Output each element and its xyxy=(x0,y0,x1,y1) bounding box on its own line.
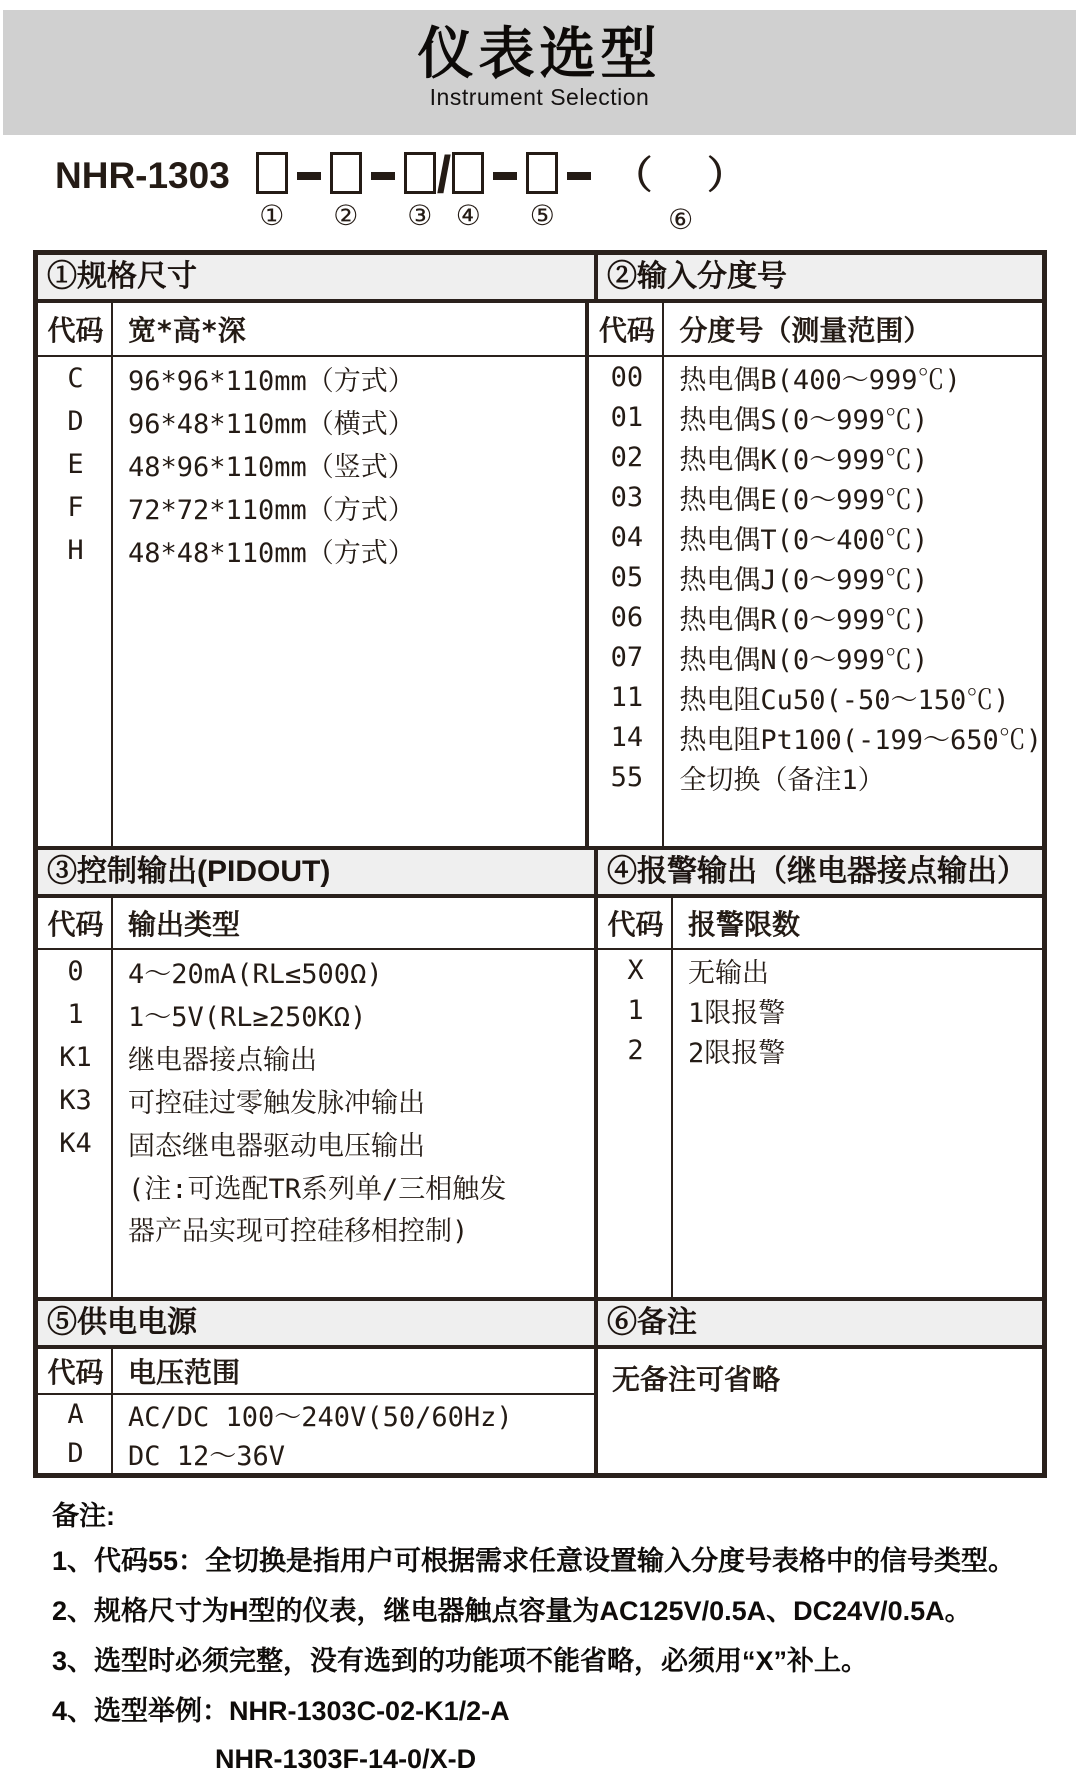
section-band-3-4 xyxy=(38,850,1042,898)
table-row: E 48*96*110mm（竖式） xyxy=(67,449,415,483)
table-row: 01 热电偶S(0～999℃) xyxy=(610,401,929,436)
table-row: 11 热电阻Cu50(-50～150℃) xyxy=(610,681,1010,716)
table-row: 0 4～20mA(RL≤500Ω) xyxy=(67,956,383,990)
column-header-desc: 报警限数 xyxy=(688,908,801,941)
section2-title: ②输入分度号 xyxy=(607,260,787,293)
table-row: 04 热电偶T(0～400℃) xyxy=(610,521,929,556)
section5-rows xyxy=(38,1395,594,1473)
content-row-2 xyxy=(38,898,1042,1301)
table-row: 00 热电偶B(400～999℃) xyxy=(610,361,961,396)
circle-number-1: ① xyxy=(259,199,285,232)
table-row-note: 器产品实现可控硅移相控制) xyxy=(128,1215,469,1247)
table-row: K4 固态继电器驱动电压输出 xyxy=(59,1128,425,1162)
footnote-item: 3、选型时必须完整，没有选到的功能项不能省略，必须用“X”补上。 xyxy=(52,1646,869,1676)
section4-subheader xyxy=(598,898,1042,950)
column-header-desc: 宽*高*深 xyxy=(128,314,246,347)
code-box-1 xyxy=(256,152,288,194)
circle-number-5: ⑤ xyxy=(529,199,555,232)
column-header-code: 代码 xyxy=(47,314,104,347)
section5-power-supply xyxy=(38,1349,598,1473)
table-row-note: (注:可选配TR系列单/三相触发 xyxy=(128,1173,507,1205)
selection-table xyxy=(33,250,1047,1478)
table-row: K3 可控硅过零触发脉冲输出 xyxy=(59,1085,425,1119)
column-header-code: 代码 xyxy=(47,1356,104,1389)
dash-separator xyxy=(371,172,395,180)
parentheses-slot: （ ） xyxy=(614,153,762,197)
table-row: C 96*96*110mm（方式） xyxy=(67,363,415,397)
circle-number-2: ② xyxy=(333,199,359,232)
column-divider xyxy=(111,1349,113,1473)
section3-control-output xyxy=(38,898,598,1297)
section1-subheader xyxy=(38,303,585,357)
circle-number-4: ④ xyxy=(455,199,481,232)
table-row: 2 2限报警 xyxy=(627,1034,786,1069)
table-row: 1 1限报警 xyxy=(627,994,786,1029)
footnotes xyxy=(52,1496,1042,1782)
table-row: X 无输出 xyxy=(627,954,769,989)
page-subtitle: Instrument Selection xyxy=(429,84,650,110)
section1-spec-size xyxy=(38,303,589,846)
page-title: 仪表选型 xyxy=(417,22,662,85)
code-slot-6 xyxy=(600,152,761,234)
column-header-desc: 分度号（测量范围） xyxy=(679,314,932,347)
section1-rows xyxy=(38,357,585,572)
code-box-5 xyxy=(526,152,558,194)
table-row: F 72*72*110mm（方式） xyxy=(67,492,415,526)
section-band-5-6 xyxy=(38,1301,1042,1349)
code-box-4 xyxy=(452,152,484,194)
section2-subheader xyxy=(589,303,1042,357)
circle-number-6: ⑥ xyxy=(668,203,694,236)
dash-separator xyxy=(567,172,591,180)
code-slot-4 xyxy=(452,152,484,230)
table-row: 02 热电偶K(0～999℃) xyxy=(610,441,929,476)
table-row: H 48*48*110mm（方式） xyxy=(67,535,415,569)
section5-title: ⑤供电电源 xyxy=(38,1301,598,1345)
section4-rows xyxy=(598,950,1042,1070)
section2-rows xyxy=(589,357,1042,797)
circle-number-3: ③ xyxy=(407,199,433,232)
table-row: 55 全切换（备注1） xyxy=(610,761,885,796)
column-divider xyxy=(111,898,113,1297)
column-header-code: 代码 xyxy=(607,908,664,941)
dash-separator xyxy=(493,172,517,180)
code-slot-1 xyxy=(256,152,288,230)
content-row-1 xyxy=(38,303,1042,850)
code-box-2 xyxy=(330,152,362,194)
column-divider xyxy=(671,898,673,1297)
dash-separator xyxy=(297,172,321,180)
section4-title: ④报警输出（继电器接点输出） xyxy=(607,855,1027,888)
section6-remarks xyxy=(598,1349,1042,1473)
table-row: 03 热电偶E(0～999℃) xyxy=(610,481,929,516)
column-divider xyxy=(111,303,113,846)
remark-text: 无备注可省略 xyxy=(612,1363,781,1396)
table-row: 06 热电偶R(0～999℃) xyxy=(610,601,929,636)
footnote-item: 4、选型举例：NHR-1303C-02-K1/2-A xyxy=(52,1696,510,1726)
code-slot-3 xyxy=(404,152,436,230)
section4-alarm-output xyxy=(598,898,1042,1297)
section5-subheader xyxy=(38,1349,594,1395)
code-box-3 xyxy=(404,152,436,194)
table-row: A AC/DC 100～240V(50/60Hz) xyxy=(67,1399,513,1433)
column-divider xyxy=(662,303,664,846)
column-header-code: 代码 xyxy=(47,908,104,941)
table-row: K1 继电器接点输出 xyxy=(59,1042,317,1076)
code-slot-2 xyxy=(330,152,362,230)
code-slot-5 xyxy=(526,152,558,230)
table-row: 14 热电阻Pt100(-199～650℃) xyxy=(610,721,1042,756)
table-row: D 96*48*110mm（横式） xyxy=(67,406,415,440)
table-row: 05 热电偶J(0～999℃) xyxy=(610,561,929,596)
model-prefix: NHR-1303 xyxy=(55,155,230,196)
footnote-example-2: NHR-1303F-14-0/X-D xyxy=(215,1744,477,1774)
column-header-desc: 电压范围 xyxy=(128,1356,241,1389)
header-banner xyxy=(3,10,1076,135)
column-header-code: 代码 xyxy=(598,314,655,347)
section3-rows xyxy=(38,950,594,1249)
footnotes-title: 备注: xyxy=(52,1501,115,1531)
model-code-line xyxy=(55,146,762,236)
table-row: 07 热电偶N(0～999℃) xyxy=(610,641,929,676)
section3-title: ③控制输出(PIDOUT) xyxy=(38,850,598,894)
content-row-3 xyxy=(38,1349,1042,1473)
column-header-desc: 输出类型 xyxy=(128,908,241,941)
table-row: 1 1～5V(RL≥250KΩ) xyxy=(67,999,367,1033)
section3-subheader xyxy=(38,898,594,950)
footnote-item: 1、代码55：全切换是指用户可根据需求任意设置输入分度号表格中的信号类型。 xyxy=(52,1546,1016,1576)
section2-input-graduation xyxy=(589,303,1042,846)
section6-title: ⑥备注 xyxy=(607,1306,697,1339)
slash-separator: / xyxy=(436,146,452,204)
table-row: D DC 12～36V xyxy=(67,1438,286,1472)
footnote-item: 2、规格尺寸为H型的仪表，继电器触点容量为AC125V/0.5A、DC24V/0.5A。 xyxy=(52,1596,972,1626)
section-band-1-2 xyxy=(38,255,1042,303)
section1-title: ①规格尺寸 xyxy=(38,255,598,299)
